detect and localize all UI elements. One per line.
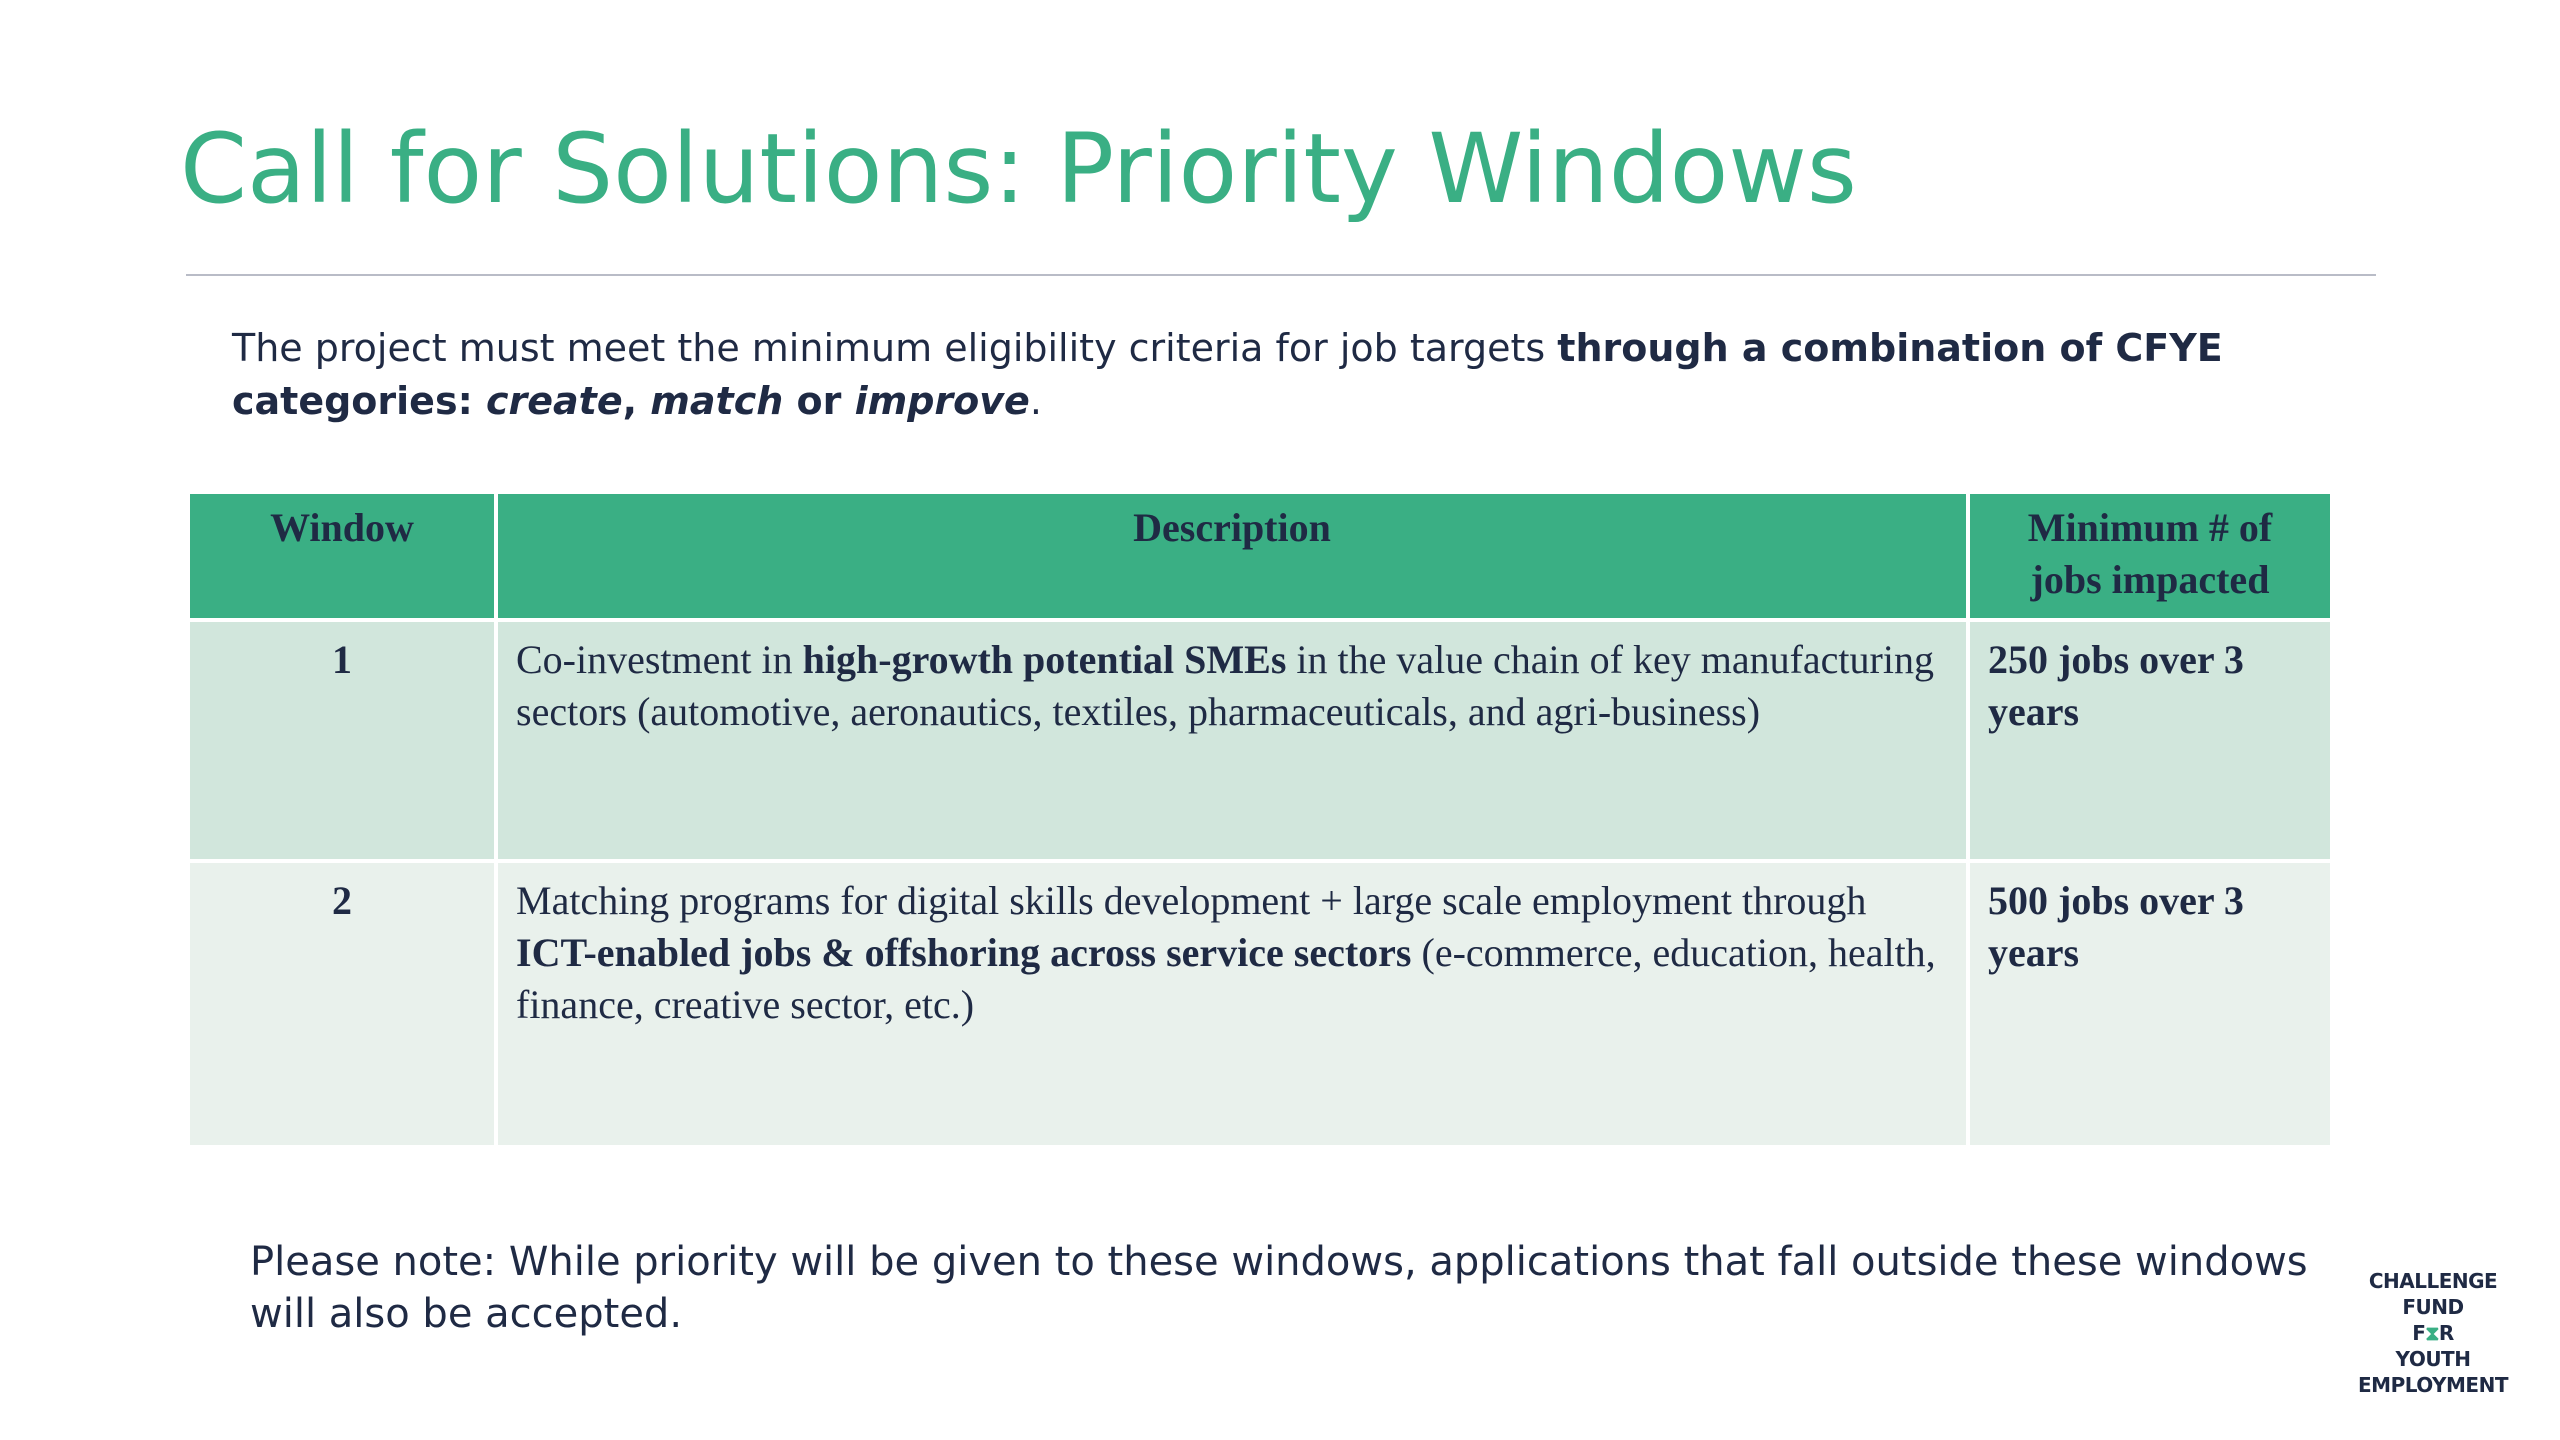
intro-bold: through a combination of CFYE categories:	[232, 326, 2223, 423]
logo-for-f: F	[2412, 1321, 2426, 1345]
description-text: Co-investment in	[516, 637, 803, 682]
header-window: Window	[190, 494, 494, 618]
window-number: 1	[190, 622, 494, 859]
intro-comma: ,	[622, 379, 651, 423]
logo-line-challenge: CHALLENGE	[2368, 1269, 2498, 1293]
table-row	[190, 622, 2330, 859]
logo-line-for	[2348, 1320, 2518, 1346]
hourglass-icon: ⧗	[2425, 1321, 2439, 1345]
window-jobs-target: 500 jobs over 3 years	[1970, 863, 2330, 1145]
description-text: in the value chain of key manufacturing sectors (automotive, aeronautics, textiles, pharmaceuticals, and agri-business)	[516, 637, 1934, 734]
description-text: (e-commerce, education, health, finance, creative sector, etc.)	[516, 930, 1936, 1027]
intro-plain: The project must meet the minimum eligibility criteria for job targets	[232, 326, 1558, 370]
logo-line-employment: EMPLOYMENT	[2358, 1373, 2508, 1397]
intro-improve: improve	[854, 379, 1030, 423]
window-description	[498, 863, 1966, 1145]
description-text: Matching programs for digital skills development + large scale employment through	[516, 878, 1867, 923]
intro-text	[232, 322, 2312, 428]
header-description: Description	[498, 494, 1966, 618]
window-number: 2	[190, 863, 494, 1145]
priority-windows-table	[186, 490, 2334, 1149]
intro-create: create	[486, 379, 623, 423]
table-row	[190, 863, 2330, 1145]
slide-title: Call for Solutions: Priority Windows	[180, 113, 1857, 225]
description-highlight: ICT-enabled jobs & offshoring across service sectors	[516, 930, 1412, 975]
intro-match: match	[650, 379, 784, 423]
cfye-logo	[2348, 1268, 2518, 1398]
table-header-row	[190, 494, 2330, 618]
intro-end: .	[1029, 379, 1042, 423]
description-highlight: high-growth potential SMEs	[802, 637, 1287, 682]
logo-line-fund: FUND	[2402, 1295, 2464, 1319]
logo-for-r: R	[2438, 1321, 2454, 1345]
header-minimum-jobs: Minimum # of jobs impacted	[1970, 494, 2330, 618]
logo-line-youth: YOUTH	[2395, 1347, 2471, 1371]
title-divider	[186, 274, 2376, 276]
intro-or: or	[783, 379, 855, 423]
window-jobs-target: 250 jobs over 3 years	[1970, 622, 2330, 859]
window-description	[498, 622, 1966, 859]
footnote: Please note: While priority will be given to these windows, applications that fall outside these windows will also be accepted.	[250, 1239, 2308, 1337]
